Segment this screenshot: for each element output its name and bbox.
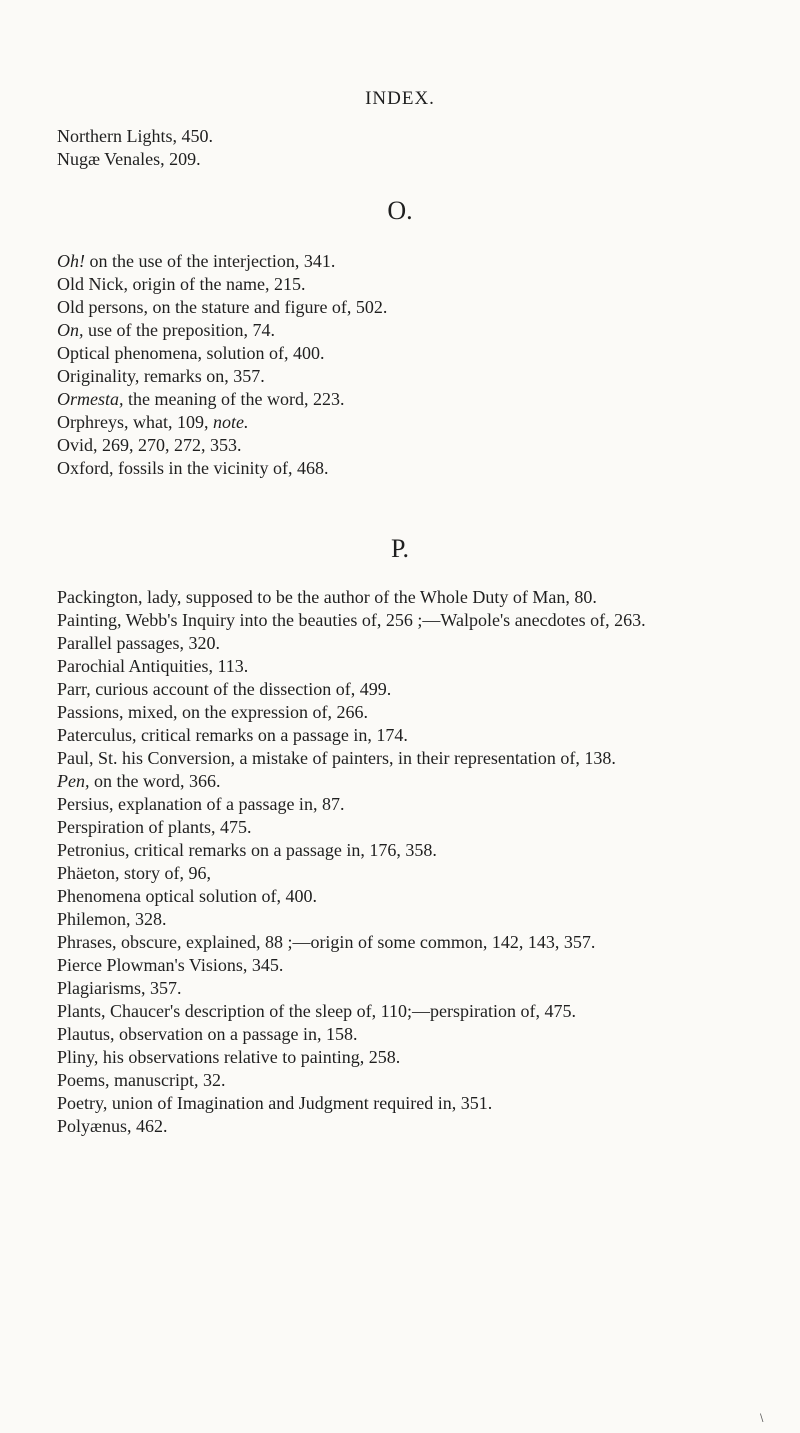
index-entry: Pierce Plowman's Visions, 345. <box>57 955 284 975</box>
index-section-o <box>57 250 777 480</box>
entry-note: note. <box>212 412 249 432</box>
index-entry: Paul, St. his Conversion, a mistake of painters, in their representation of, 138. <box>57 748 616 768</box>
index-entry: Phenomena optical solution of, 400. <box>57 886 317 906</box>
index-entry: Phäeton, story of, 96, <box>57 863 211 883</box>
index-entry: Petronius, critical remarks on a passage in, 176, 358. <box>57 840 437 860</box>
index-entry: Plants, Chaucer's description of the sleep of, 110;—perspiration of, 475. <box>57 1001 576 1021</box>
index-entry: Passions, mixed, on the expression of, 266. <box>57 702 368 722</box>
entry-lead: Oh! <box>57 251 85 271</box>
entry-text: use of the preposition, 74. <box>83 320 275 340</box>
index-entry: Phrases, obscure, explained, 88 ;—origin of some common, 142, 143, 357. <box>57 932 596 952</box>
index-entry: Poetry, union of Imagination and Judgment required in, 351. <box>57 1093 493 1113</box>
index-entry: Perspiration of plants, 475. <box>57 817 252 837</box>
index-entry: Philemon, 328. <box>57 909 167 929</box>
index-entry: Parochial Antiquities, 113. <box>57 656 249 676</box>
index-entry <box>57 388 777 411</box>
entry-text: on the word, 366. <box>89 771 221 791</box>
index-section-p <box>57 586 777 1138</box>
index-entry: Northern Lights, 450. <box>57 126 213 146</box>
section-letter-p: P. <box>390 534 410 563</box>
index-entry <box>57 250 777 273</box>
index-entry: Painting, Webb's Inquiry into the beauties of, 256 ;—Walpole's anecdotes of, 263. <box>57 610 646 630</box>
index-entry: Poems, manuscript, 32. <box>57 1070 226 1090</box>
index-section-n <box>57 125 777 171</box>
index-entry: Nugæ Venales, 209. <box>57 149 201 169</box>
entry-text: Orphreys, what, 109, <box>57 412 213 432</box>
page-header: INDEX. <box>365 88 435 109</box>
index-entry: Plagiarisms, 357. <box>57 978 182 998</box>
index-entry: Persius, explanation of a passage in, 87. <box>57 794 345 814</box>
index-entry: Parallel passages, 320. <box>57 633 220 653</box>
index-entry: Polyænus, 462. <box>57 1116 168 1136</box>
index-entry <box>57 411 777 434</box>
index-entry: Packington, lady, supposed to be the author of the Whole Duty of Man, 80. <box>57 587 597 607</box>
entry-lead: Ormesta, <box>57 389 124 409</box>
index-entry: Oxford, fossils in the vicinity of, 468. <box>57 458 329 478</box>
index-entry: Plautus, observation on a passage in, 158. <box>57 1024 358 1044</box>
index-entry: Ovid, 269, 270, 272, 353. <box>57 435 242 455</box>
index-entry: Old persons, on the stature and figure of, 502. <box>57 297 388 317</box>
index-entry <box>57 770 777 793</box>
page-mark: \ <box>760 1413 764 1424</box>
index-entry <box>57 319 777 342</box>
index-entry: Parr, curious account of the dissection of, 499. <box>57 679 392 699</box>
index-entry: Originality, remarks on, 357. <box>57 366 265 386</box>
entry-lead: On, <box>57 320 84 340</box>
index-entry: Optical phenomena, solution of, 400. <box>57 343 325 363</box>
entry-text: on the use of the interjection, 341. <box>85 251 336 271</box>
entry-text: the meaning of the word, 223. <box>123 389 345 409</box>
section-letter-o: O. <box>387 196 413 225</box>
entry-lead: Pen, <box>57 771 90 791</box>
index-entry: Old Nick, origin of the name, 215. <box>57 274 306 294</box>
index-entry: Pliny, his observations relative to painting, 258. <box>57 1047 401 1067</box>
index-entry: Paterculus, critical remarks on a passage in, 174. <box>57 725 408 745</box>
